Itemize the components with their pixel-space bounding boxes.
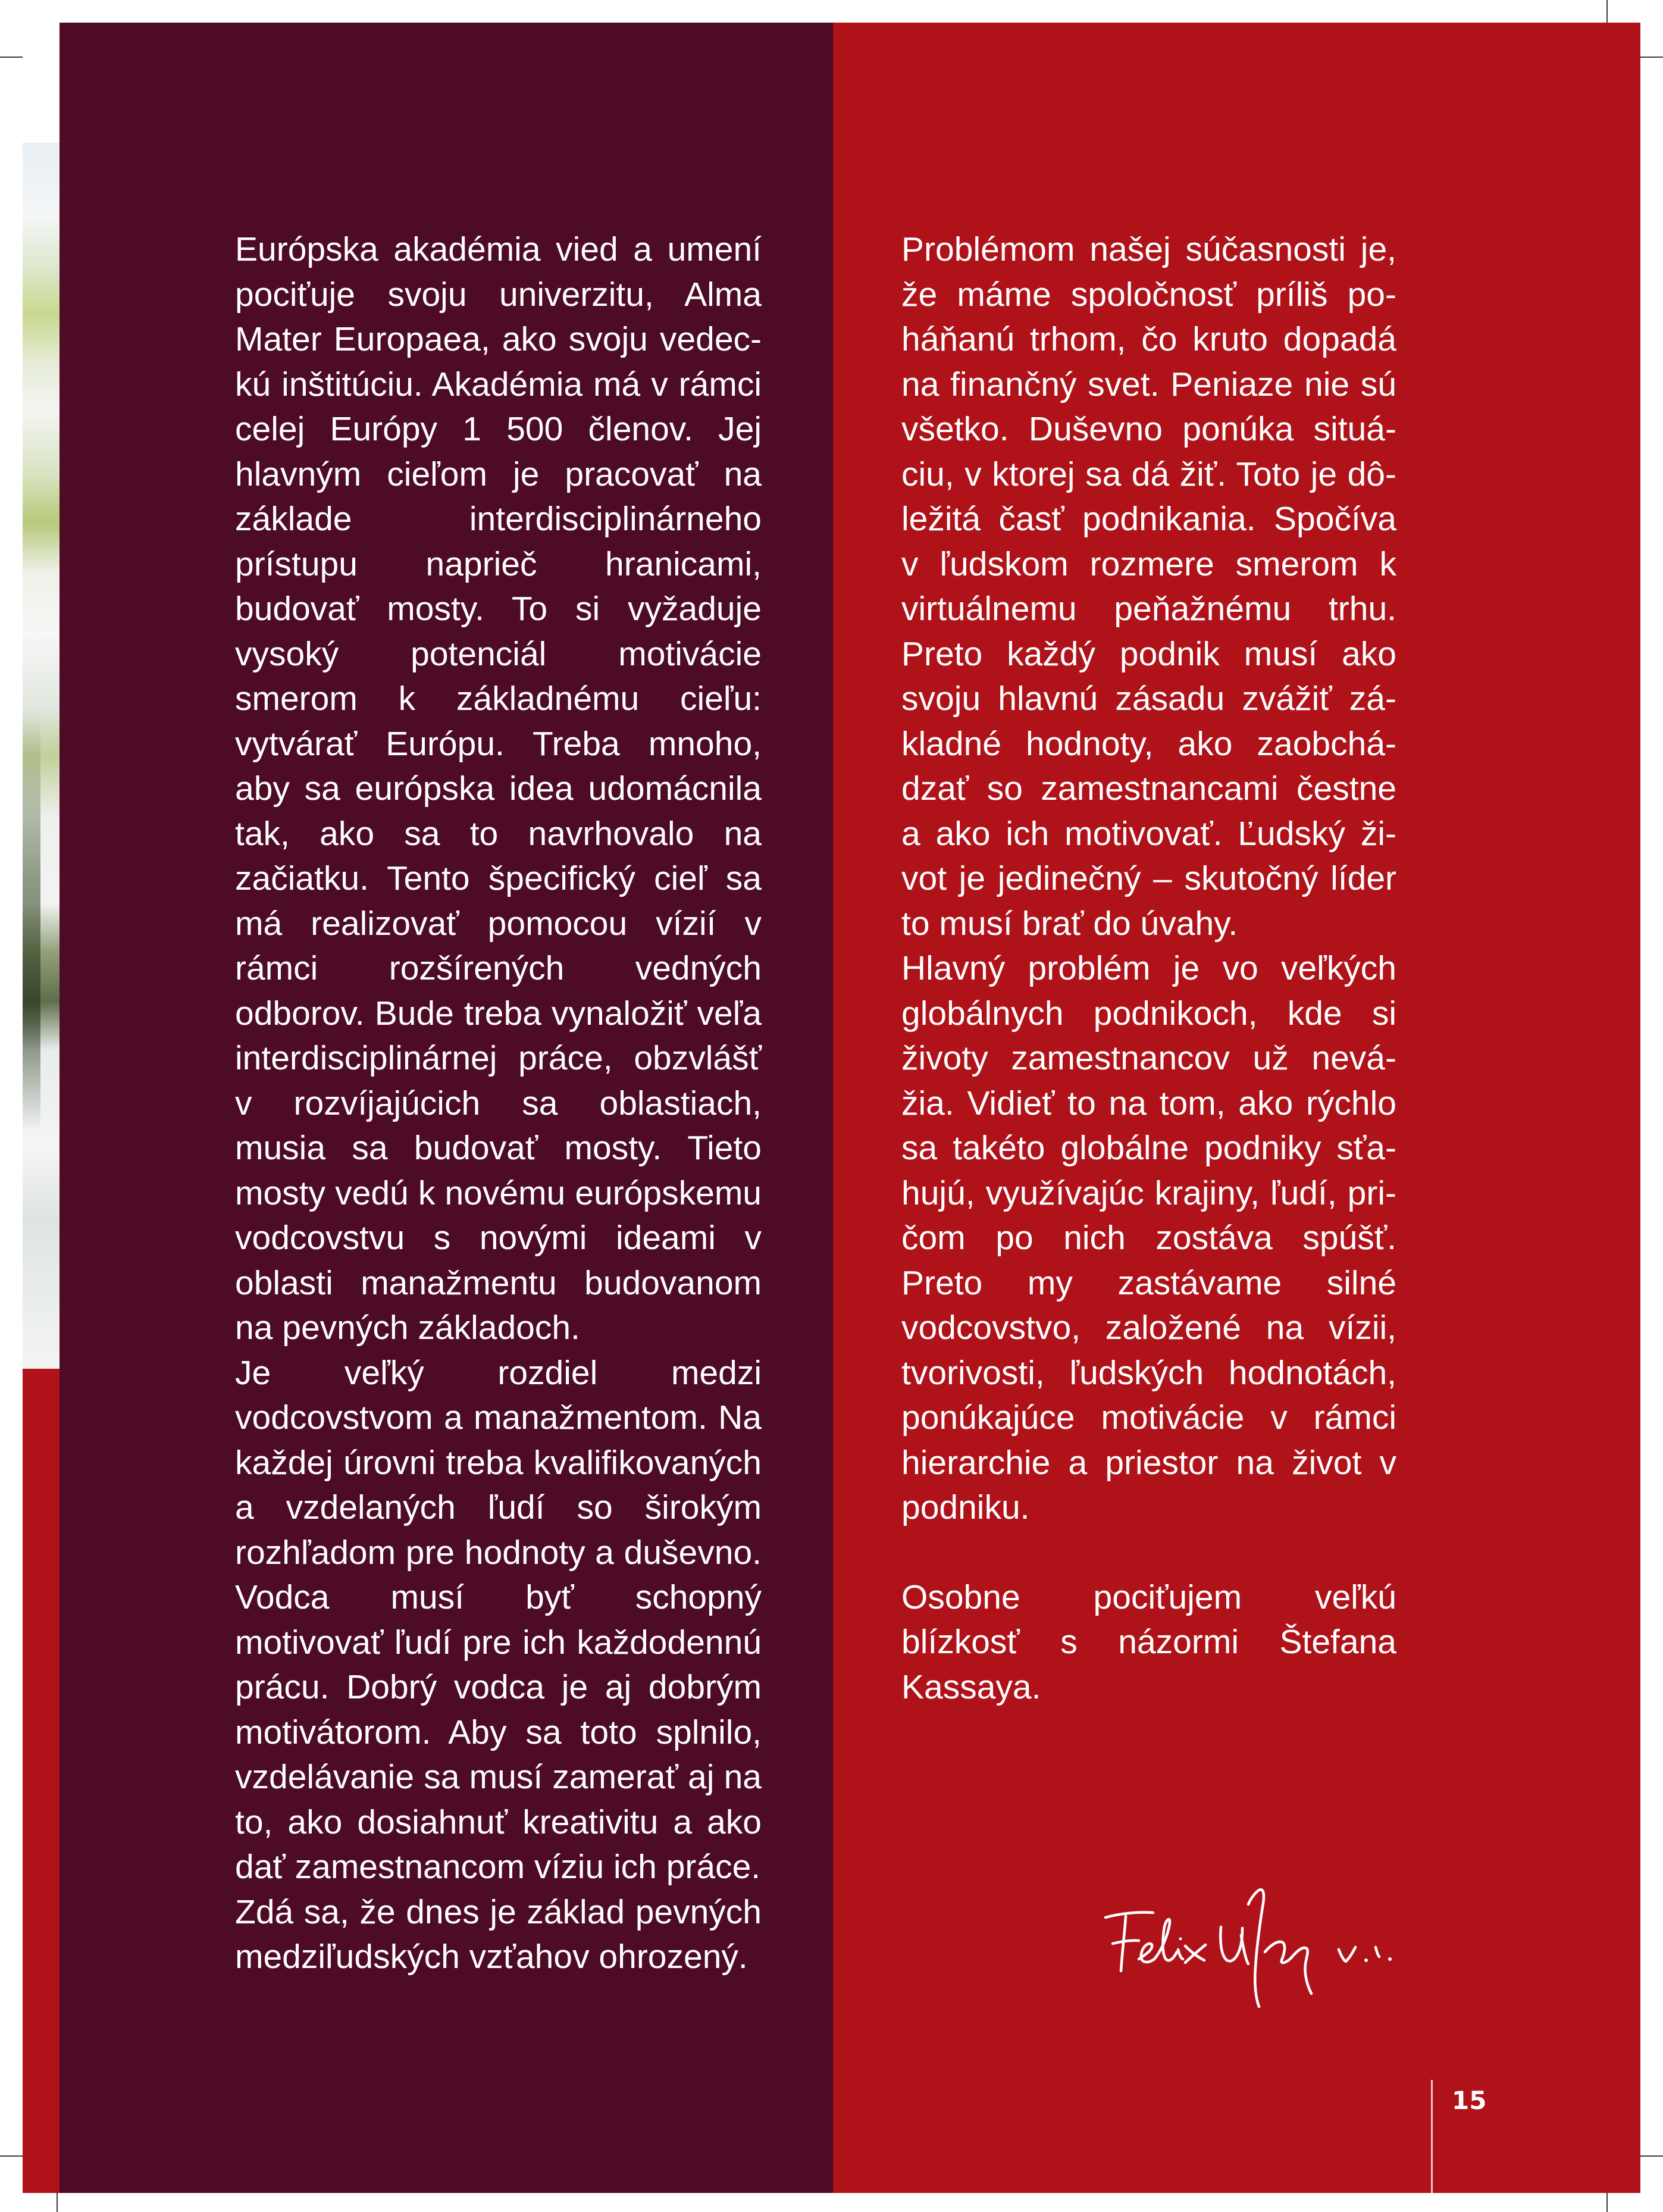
paragraph-spacer [901, 1531, 1396, 1575]
left-text-column [235, 227, 762, 1980]
paragraph-academy: Európska akadémia vied a umení pociťuje svoju univerzitu, Alma Mater Europaea, ako svoju vedeckú inštitúciu. Akadémia má v rámci celej Európy 1 500 členov. Jej hlavným cieľom je pracovať na základe interdisciplinárneho prístupu naprieč hranicami, budovať mosty. To si vyžaduje vysoký potenciál motivácie smerom k základnému cieľu: vytvárať Európu. Treba mnoho, aby sa európska idea udomácnila tak, ako sa to navrhovalo na začiatku. Tento špecifický cieľ sa má realizovať pomocou vízií v rámci rozšírených vedných odborov. Bude treba vynaložiť veľa interdisciplinárnej práce, obzvlášť v rozvíjajúcich sa oblastiach, musia sa budovať mosty. Tieto mosty vedú k novému európskemu vodcovstvu s novými ideami v oblasti manažmentu budovanom na pevných základoch. [235, 230, 762, 1347]
page-number-divider [1431, 2080, 1433, 2193]
right-text-column [901, 227, 1396, 1710]
paragraph-problem: Problémom našej súčasnosti je, že máme spoločnosť príliš poháňanú trhom, čo kruto dopadá na finančný svet. Peniaze nie sú všetko. Duševno ponúka situáciu, v ktorej sa dá žiť. Toto je dôležitá časť podnikania. Spočíva v ľudskom rozmere smerom k virtuálnemu peňažnému trhu. Preto každý podnik musí ako svoju hlavnú zásadu zvážiť základné hodnoty, ako zaobchádzať so zamestnancami čestne a ako ich motivovať. Ľudský život je jedinečný – skutočný líder to musí brať do úvahy. [901, 230, 1396, 943]
page-number: 15 [1452, 2086, 1487, 2115]
paragraph-relations: Zdá sa, že dnes je základ pevných medziľudských vzťahov ohrozený. [235, 1892, 762, 1976]
photo-strip-foliage [23, 714, 40, 1131]
paragraph-global-companies: Hlavný problém je vo veľkých globálnych podnikoch, kde si životy zamestnancov už nevážia. Vidieť to na tom, ako rýchlo sa takéto globálne podniky sťahujú, využívajúc krajiny, ľudí, pričom po nich zostáva spúšť. Preto my zastávame silné vodcovstvo, založené na vízii, tvorivosti, ľudských hodnotách, ponúkajúce motivácie v rámci hierarchie a priestor na život v podniku. [901, 949, 1396, 1526]
paragraph-closing: Osobne pociťujem veľkú blízkosť s názormi Štefana Kassaya. [901, 1578, 1396, 1706]
photo-strip-red [23, 1369, 59, 2193]
paragraph-leadership: Je veľký rozdiel medzi vodcovstvom a manažmentom. Na každej úrovni treba kvalifikovaných a vzdelaných ľudí so širokým rozhľadom pre hodnoty a duševno. Vodca musí byť schopný motivovať ľudí pre ich každodennú prácu. Dobrý vodca je aj dobrým motivátorom. Aby sa toto splnilo, vzdelávanie sa musí zamerať aj na to, ako dosiahnuť kreativitu a ako dať zamestnancom víziu ich práce. [235, 1353, 762, 1886]
page-edge-white [23, 0, 59, 143]
signature [1095, 1833, 1404, 2011]
